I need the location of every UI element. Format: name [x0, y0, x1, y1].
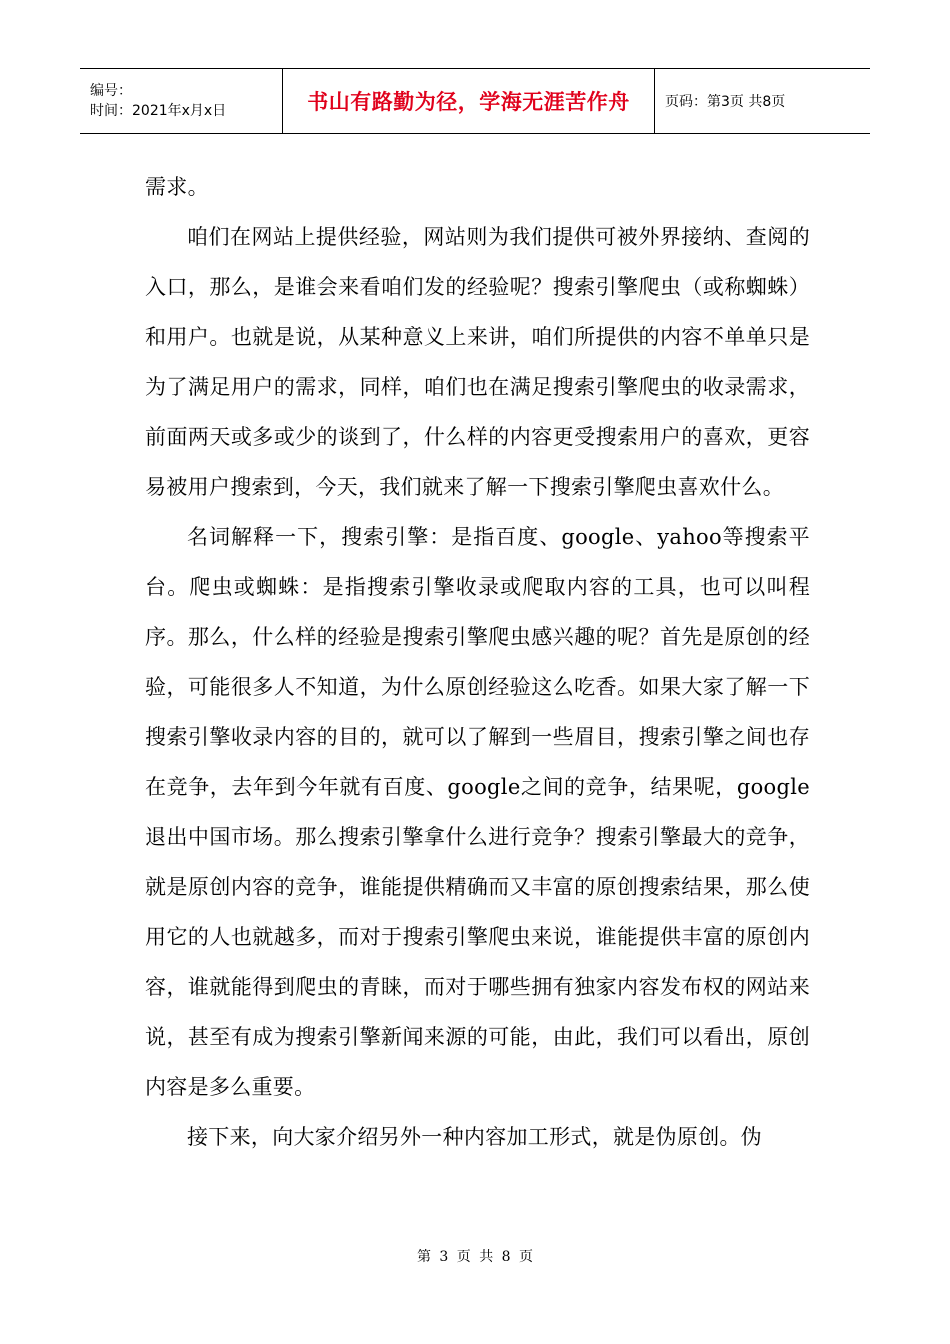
- document-body: [145, 162, 810, 1162]
- header-page-info: 页码：第3页 共8页: [665, 94, 786, 110]
- header-motto-cell: [283, 69, 655, 133]
- header-meta: [80, 69, 283, 133]
- header-page-info-cell: [655, 69, 870, 133]
- paragraph: 接下来，向大家介绍另外一种内容加工形式，就是伪原创。伪: [187, 1125, 763, 1149]
- paragraph: 咱们在网站上提供经验，网站则为我们提供可被外界接纳、查阅的入口，那么，是谁会来看咱们发的经验呢？搜索引擎爬虫（或称蜘蛛）和用户。也就是说，从某种意义上来讲，咱们所提供的内容不单单只是为了满足用户的需求，同样，咱们也在满足搜索引擎爬虫的收录需求，前面两天或多或少的谈到了，什么样的内容更受搜索用户的喜欢，更容易被用户搜索到，今天，我们就来了解一下搜索引擎爬虫喜欢什么。: [145, 225, 810, 499]
- page-footer: 第 3 页 共 8 页: [416, 1249, 534, 1265]
- document-number-label: 编号：: [90, 83, 132, 99]
- document-date-label: 时间：2021年x月x日: [90, 103, 227, 119]
- page-header: [80, 68, 870, 134]
- paragraph: 名词解释一下，搜索引擎：是指百度、google、yahoo等搜索平台。爬虫或蜘蛛：是指搜索引擎收录或爬取内容的工具，也可以叫程序。那么，什么样的经验是搜索引擎爬虫感兴趣的呢？首先是原创的经验，可能很多人不知道，为什么原创经验这么吃香。如果大家了解一下搜索引擎收录内容的目的，就可以了解到一些眉目，搜索引擎之间也存在竞争，去年到今年就有百度、google之间的竞争，结果呢，google退出中国市场。那么搜索引擎拿什么进行竞争？搜索引擎最大的竞争，就是原创内容的竞争，谁能提供精确而又丰富的原创搜索结果，那么使用它的人也就越多，而对于搜索引擎爬虫来说，谁能提供丰富的原创内容，谁就能得到爬虫的青睐，而对于哪些拥有独家内容发布权的网站来说，甚至有成为搜索引擎新闻来源的可能，由此，我们可以看出，原创内容是多么重要。: [145, 525, 810, 1099]
- paragraph: 需求。: [145, 175, 209, 199]
- header-motto: 书山有路勤为径，学海无涯苦作舟: [307, 90, 630, 114]
